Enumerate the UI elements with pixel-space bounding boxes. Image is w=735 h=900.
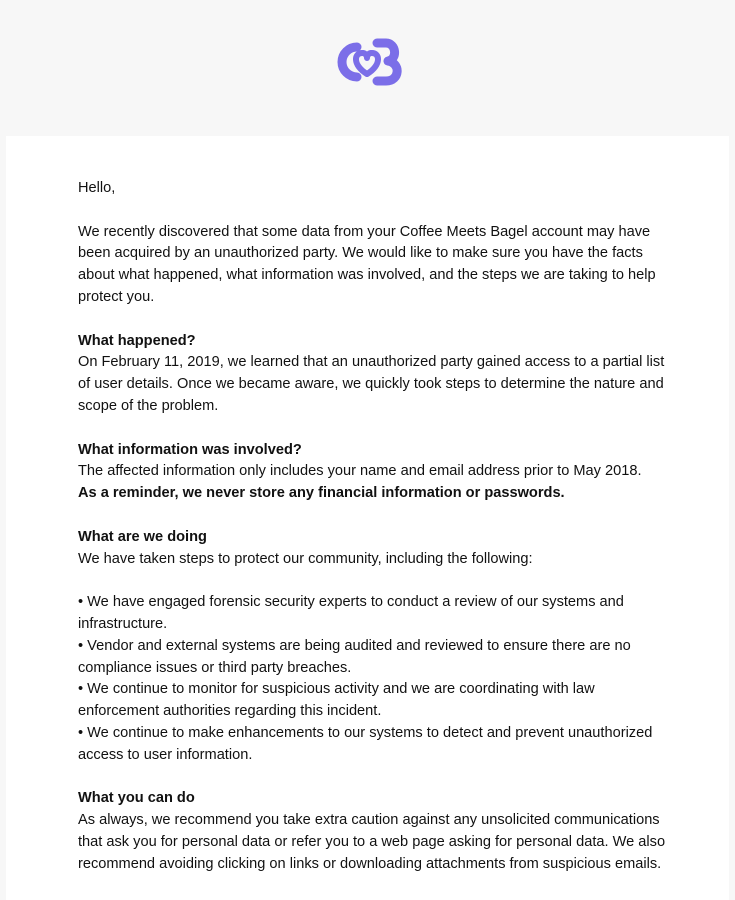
coffee-meets-bagel-logo	[330, 38, 404, 86]
email-header	[0, 0, 735, 136]
section-body: We have taken steps to protect our community, including the following:	[78, 550, 533, 567]
list-item: • We continue to make enhancements to our systems to detect and prevent unauthorized access to user information.	[78, 723, 678, 767]
list-item: • We continue to monitor for suspicious activity and we are coordinating with law enforcement authorities regarding this incident.	[78, 679, 678, 723]
list-item: • We have engaged forensic security experts to conduct a review of our systems and infrastructure.	[78, 592, 678, 636]
section-heading: What you can do	[78, 790, 195, 807]
greeting: Hello,	[78, 180, 116, 196]
section-what-we-are-doing	[78, 527, 678, 571]
section-what-happened	[78, 331, 678, 418]
section-body: On February 11, 2019, we learned that an unauthorized party gained access to a partial list of user details. Once we became aware, we quickly took steps to determine the nature and scope of the problem.	[78, 354, 665, 414]
section-heading: What are we doing	[78, 528, 207, 545]
email-body	[78, 178, 678, 897]
intro-paragraph: We recently discovered that some data from your Coffee Meets Bagel account may have been acquired by an unauthorized party. We would like to make sure you have the facts about what happened, what information was involved, and the steps we are taking to help protect you.	[78, 223, 656, 305]
section-heading: What information was involved?	[78, 441, 302, 458]
section-what-you-can-do	[78, 788, 678, 875]
section-body: As always, we recommend you take extra caution against any unsolicited communications that ask you for personal data or refer you to a web page asking for personal data. We also recommend avoiding clicking on links or downloading attachments from suspicious emails.	[78, 812, 666, 872]
list-item: • Vendor and external systems are being audited and reviewed to ensure there are no compliance issues or third party breaches.	[78, 636, 678, 680]
measures-list	[78, 592, 678, 766]
section-body: The affected information only includes your name and email address prior to May 2018.	[78, 463, 642, 480]
section-information-involved	[78, 440, 678, 505]
email-card	[6, 136, 729, 900]
bold-reminder: As a reminder, we never store any financial information or passwords.	[78, 485, 565, 502]
section-heading: What happened?	[78, 332, 196, 349]
